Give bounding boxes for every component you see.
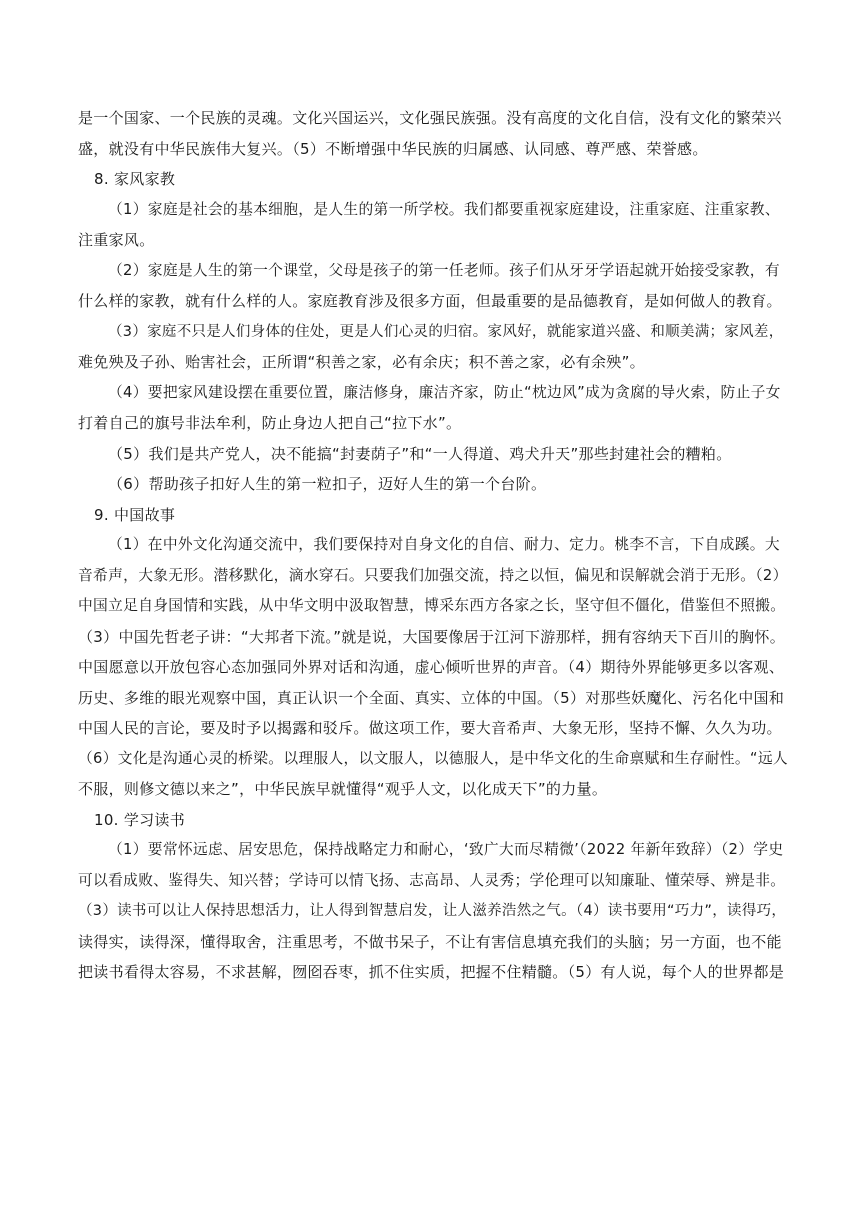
- text-line: 中国人民的言论，要及时予以揭露和驳斥。做这项工作，要大音希声、大象无形，坚持不懈、久久为功。: [78, 719, 782, 737]
- section-heading: 9. 中国故事: [94, 505, 176, 524]
- text-line: 盛，就没有中华民族伟大复兴。（5）不断增强中华民族的归属感、认同感、尊严感、荣誉感。: [78, 139, 708, 158]
- paragraph-line: （4）要把家风建设摆在重要位置，廉洁修身，廉洁齐家，防止“枕边风”成为贪腐的导火索，防止子女: [108, 383, 781, 401]
- text-line: 把读书看得太容易，不求甚解，囫囵吞枣，抓不住实质，把握不住精髓。（5）有人说，每个人的世界都是: [78, 963, 785, 981]
- section-heading: 8. 家风家教: [94, 170, 176, 188]
- text-line: 是一个国家、一个民族的灵魂。文化兴国运兴，文化强民族强。没有高度的文化自信，没有文化的繁荣兴: [78, 109, 782, 127]
- paragraph-line: （1）在中外文化沟通交流中，我们要保持对自身文化的自信、耐力、定力。桃李不言，下自成蹊。大: [108, 536, 780, 553]
- paragraph-line: （1）家庭是社会的基本细胞，是人生的第一所学校。我们都要重视家庭建设，注重家庭、注重家教、: [108, 200, 780, 218]
- text-line: 可以看成败、鉴得失、知兴替；学诗可以情飞扬、志高昂、人灵秀；学伦理可以知廉耻、懂荣辱、辨是非。: [78, 871, 786, 889]
- text-line: （3）读书可以让人保持思想活力，让人得到智慧启发，让人滋养浩然之气。（4）读书要用“巧力”，读得巧，: [78, 903, 787, 919]
- text-line: 难免殃及子孙、贻害社会，正所谓“积善之家，必有余庆；积不善之家，必有余殃”。: [78, 353, 645, 371]
- text-line: 历史、多维的眼光观察中国，真正认识一个全面、真实、立体的中国。（5）对那些妖魔化、污名化中国和: [78, 688, 785, 707]
- text-line: 中国愿意以开放包容心态加强同外界对话和沟通，虚心倾听世界的声音。（4）期待外界能够更多以客观、: [78, 658, 785, 676]
- paragraph-line: （3）家庭不只是人们身体的住处，更是人们心灵的归宿。家风好，就能家道兴盛、和顺美满；家风差，: [108, 323, 784, 340]
- text-line: 不服，则修文德以来之”，中华民族早就懂得“观乎人文，以化成天下”的力量。: [78, 780, 608, 798]
- text-line: （6）文化是沟通心灵的桥梁。以理服人，以文服人，以德服人，是中华文化的生命禀赋和生存耐性。“远人: [78, 749, 788, 767]
- document-body: [78, 103, 790, 988]
- text-line: 音希声，大象无形。潜移默化，滴水穿石。只要我们加强交流，持之以恒，偏见和误解就会消于无形。（2）: [78, 566, 788, 584]
- text-line: 打着自己的旗号非法牟利，防止身边人把自己“拉下水”。: [78, 414, 462, 432]
- paragraph-line: （6）帮助孩子扣好人生的第一粒扣子，迈好人生的第一个台阶。: [108, 475, 547, 493]
- paragraph-line: （1）要常怀远虑、居安思危，保持战略定力和耐心，‘致广大而尽精微’（2022 年新年致辞）（2）学史: [108, 841, 784, 858]
- text-line: 注重家风。: [78, 231, 155, 249]
- section-heading: 10. 学习读书: [94, 810, 186, 829]
- paragraph-line: （5）我们是共产党人，决不能搞“封妻荫子”和“一人得道、鸡犬升天”那些封建社会的糟粕。: [108, 444, 732, 463]
- text-line: 读得实，读得深，懂得取舍，注重思考，不做书呆子，不让有害信息填充我们的头脑；另一方面，也不能: [78, 932, 782, 951]
- text-line: 什么样的家教，就有什么样的人。家庭教育涉及很多方面，但最重要的是品德教育，是如何做人的教育。: [78, 292, 782, 310]
- text-line: 中国立足自身国情和实践，从中华文明中汲取智慧，博采东西方各家之长，坚守但不僵化，借鉴但不照搬。: [78, 597, 786, 614]
- paragraph-line: （2）家庭是人生的第一个课堂，父母是孩子的第一任老师。孩子们从牙牙学语起就开始接受家教，有: [108, 261, 780, 279]
- text-line: （3）中国先哲老子讲：“大邦者下流。”就是说，大国要像居于江河下游那样，拥有容纳天下百川的胸怀。: [78, 627, 785, 646]
